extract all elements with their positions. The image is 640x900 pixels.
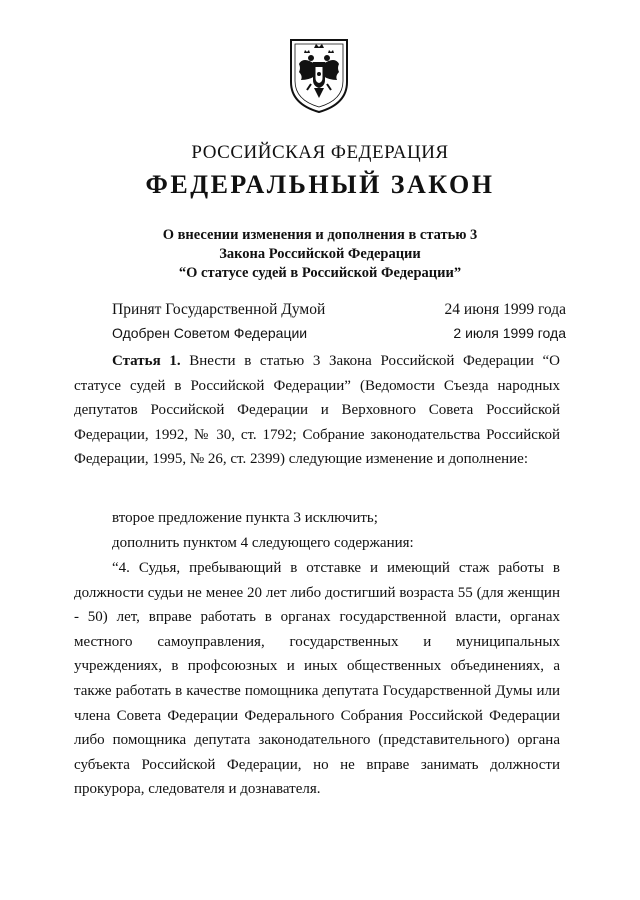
- amendment-item-2-text: дополнить пунктом 4 следующего содержания:: [112, 535, 414, 551]
- country-name: РОССИЙСКАЯ ФЕДЕРАЦИЯ: [191, 142, 449, 163]
- amendment-item-1-text: второе предложение пункта 3 исключить;: [112, 510, 378, 526]
- document-type-title: ФЕДЕРАЛЬНЫЙ ЗАКОН: [145, 170, 495, 199]
- adoption-label-council: Одобрен Советом Федерации: [112, 325, 308, 341]
- article-text: Внести в статью 3 Закона Российской Федерации “О статусе судей в Российской Федерации” (Ведомости Съезда народных депутатов Российской Федерации и Верховного Совета Российской Федерации, 1992, № 30, ст. 1792; Собрание законодательства Российской Федерации, 1995, № 26, ст. 2399) следующие изменение и дополнение:: [74, 353, 561, 468]
- new-clause-4: [74, 556, 560, 802]
- law-subtitle: [0, 226, 640, 283]
- subtitle-line-1: О внесении изменения и дополнения в статью 3: [162, 227, 478, 243]
- russian-coat-of-arms-icon: [287, 34, 351, 114]
- adoption-date-duma: 24 июня 1999 года: [444, 301, 566, 318]
- adoption-label-duma: Принят Государственной Думой: [112, 301, 326, 318]
- amendment-item-1: [74, 506, 560, 531]
- article-label: Статья 1.: [112, 353, 181, 369]
- article-1-paragraph: [74, 349, 560, 472]
- new-clause-4-text: “4. Судья, пребывающий в отставке и имеющий стаж работы в должности судьи не менее 20 лет либо достигший возраста 55 (для женщин - 50) лет, вправе работать в органах государственной власти, органах местного самоуправления, государственных и муниципальных учреждениях, в профсоюзных и иных общественных объединениях, а также работать в качестве помощника депутата Государственной Думы или члена Совета Федерации Федерального Собрания Российской Федерации либо помощника депутата законодательного (представительного) органа субъекта Российской Федерации, но не вправе занимать должности прокурора, следователя и дознавателя.: [74, 560, 560, 798]
- subtitle-line-3: “О статусе судей в Российской Федерации”: [178, 265, 462, 281]
- adoption-date-council: 2 июля 1999 года: [453, 325, 566, 341]
- amendment-item-2: [74, 531, 560, 556]
- subtitle-line-2: Закона Российской Федерации: [219, 246, 421, 262]
